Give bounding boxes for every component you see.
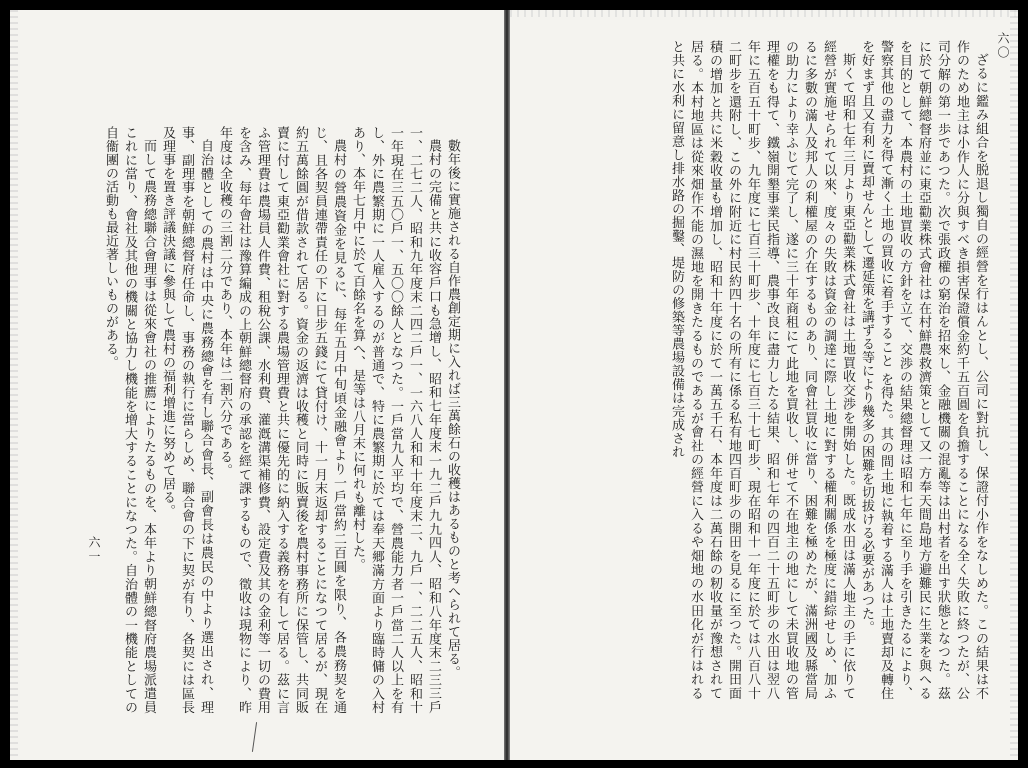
body-text [528, 40, 990, 700]
left-page [10, 10, 504, 760]
paragraph: 自治體としての農村は中央に農務總會を有し聯合會長、副會長は農民の中より選出され、理事、副理事を朝鮮總督府任命し、事務の執行に當らしめ、聯合會の下に契が有り、各契には區長及理事を置き評議決議に參與して農村の福利增進に努めて居る。 [160, 126, 213, 714]
pencil-mark [252, 722, 257, 752]
paragraph: 斯くて昭和七年三月より東亞勸業株式會社は土地買收交渉を開始した。既成水田は滿人地主の手に依りて經營が實施せられて以來、度々の失敗は資金の調達に際し土地に對する權利關係を極度に錯綜せしめ、加ふるに多數の滿人及邦人の利權屋の介在するものあり、同會社買收に當り、困難を極めたが、滿洲國及縣當局の助力により幸ふじて完了し、遂に三十年商租にて此地を買收し、併せて不在地主の地にして未買收地の管理權をも得て、鐵嶺開墾事業民指導、農事改良に盡力したる結果、昭和七年の四百二十五町步の水田は翌八年に五百五十町步、九年度に七百三十町步、十年度に七百三十七町步、現在昭和十一年度に於ては八百八十二町步を還附し、この外に附近に村民約四十名の所有に係る私有地四百町步の開田を見るに至つた。開田面積の增加と共に米穀收量も增加し、昭和十年度に於て一萬五千石、本年度は二萬石餘の籾收量が豫想されて居る。本村地區は從來畑作不能の濕地を開きたるものであるが會社の經營に入るや畑地の水田化が行はれると共に水利に留意し排水路の掘鑿、堤防の修築等農場設備は完成され [669, 40, 855, 700]
paragraph: 數年後に實施される自作農創定期に入れば三萬餘石の收穫はあるものと考へられて居る。 [445, 139, 460, 679]
page-edge-shadow [10, 10, 18, 760]
right-page [510, 10, 1018, 760]
page-number: 六一 [87, 536, 101, 564]
book-gutter [504, 10, 510, 760]
page-edge-shadow [1010, 10, 1018, 760]
body-text [78, 126, 462, 714]
paragraph: 而して農務總聯合會理事は從來會社の推薦によりたるものを、本年より朝鮮總督府農場派遣員これに當り、會社及其他の機關と協力し機能を增大することになつた。自治體の一機能としての自衞團の活動も最近著しいものがある。 [103, 126, 156, 714]
paragraph: 農村の完備と共に收容戶口も急增し、昭和七年度末一九二戶九九四人、昭和八年度末二三三戶一、二七二人、昭和九年度末二四二戶一、一六八人和和十年度末二、九戶一、二二五人、昭和十一年現在三五〇戶一、五〇〇餘人となつた。一戶當九人平均で、營農能力者一戶當二人以上を有し、外に農繁期に一人雇入するのが普通で、特に農繁期に於ては奉天郷滿方面より臨時傭の入村あり、本年七月中に於て百餘名を算へ、是等は八月末に何れも離村した。 [350, 126, 441, 714]
paragraph: 農村の營農資金を見るに、每年五月中旬頃金融會より一戶當約二百圓を限り、各農務契を通じ、且各契員連帶責任の下に日步五錢にて貸付け、十一月末返却することになつて居るが、現在約五萬餘圓が借款されて居る。資金の返濟は收穫と同時に販賣後を農村事務所に保管し、共同販賣に付して東亞勸業會社に對する農場管理費と共に優先的に納入する義務を有して居る。茲に言ふ管理費は農場員人件費、租稅公課、水利費、灌漑溝渠補修費、設定費及其の金利等一切の費用を含み、每年會社は豫算編成の上朝鮮總督府の承認を經て課するもので、徵收は現物により、昨年度は全收穫の三割二分であり、本年は二割六分である。 [217, 126, 346, 714]
page-edge-shadow [510, 10, 1018, 17]
paragraph: ざるに鑑み組合を脱退し獨自の經營を行はんとし、公司に對抗し、保證付小作をなしめた。この結果は不作のため地主は小作人に分與すべき損害保證償金約千五百圓を負擔することになる全く失敗に終つたが、公司分解の第一歩であつた。次で張政權の窮治を招來し、金融機關の混亂等は出村者を出す狀態となつた。茲に於て朝鮮總督府並に東亞勸業株式會社は在村鮮農救濟策として又一方奉天間島地方避難民に生業を與へるを目的として、本農村の土地買收の方針を立て、交渉の結果總督理は昭和七年に至り手を引きたるにより、警察其他の盡力を得て漸く土地の買收に着手すること を得た。其の間土地に執着する滿人は土地賣却及轉住を好まず且又有利に賣却せんとして遷延策を講ずる等により幾多の困難を切拔ける必要があつた。 [859, 40, 988, 700]
page-number: 六〇 [996, 32, 1010, 60]
